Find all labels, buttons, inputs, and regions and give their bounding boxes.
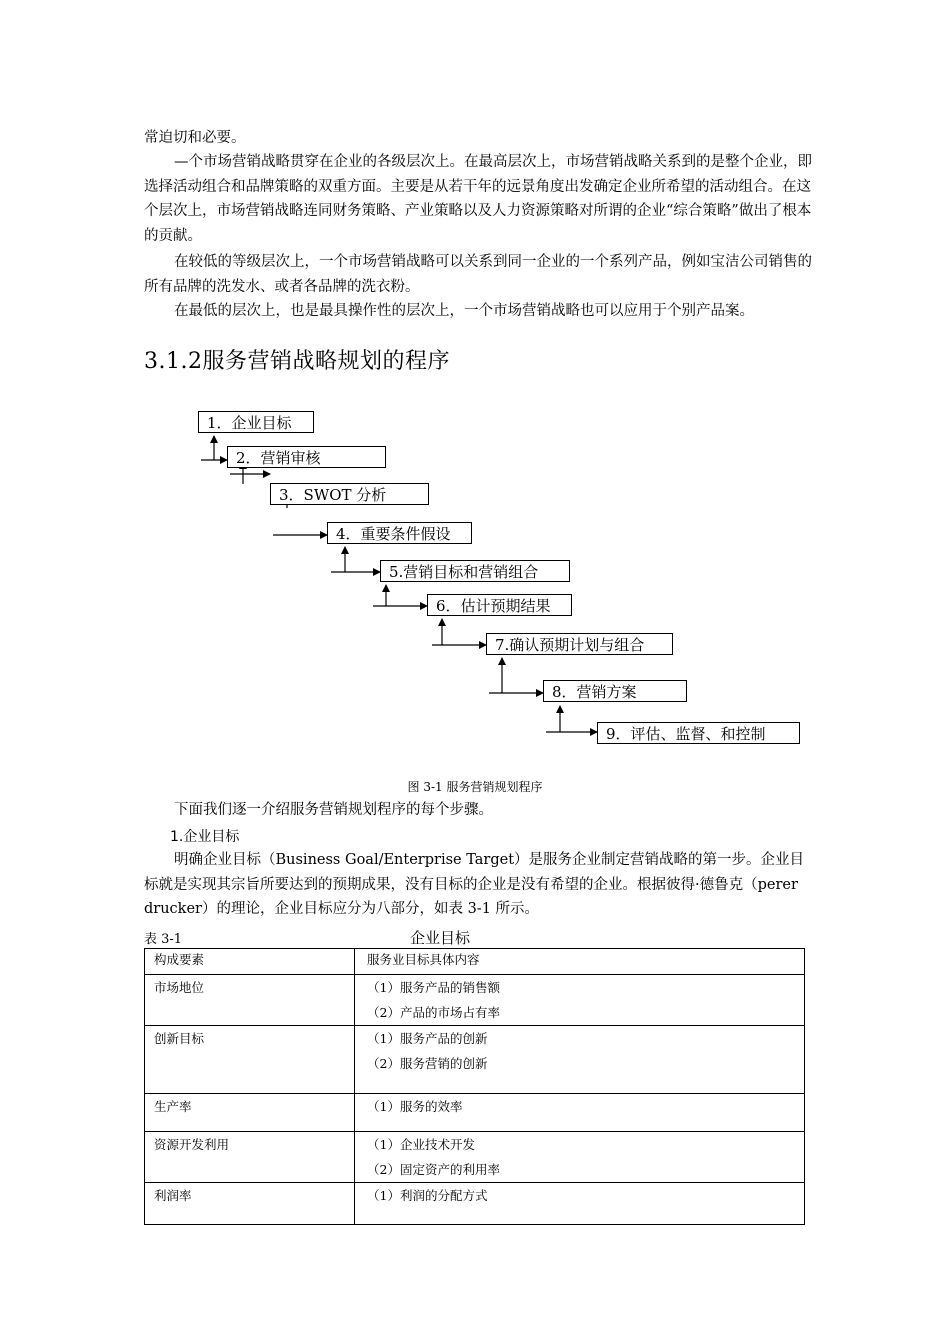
table-item: （2）固定资产的利用率 — [367, 1162, 500, 1177]
flow-step-2: 2．营销审核 — [227, 446, 386, 468]
intro-line: 下面我们逐一介绍服务营销规划程序的每个步骤。 — [174, 802, 493, 818]
flow-step-4: 4．重要条件假设 — [327, 522, 472, 544]
table-cell-name: 资源开发利用 — [145, 1132, 355, 1183]
paragraph-lowest-level: 在最低的层次上，也是最具操作性的层次上，一个市场营销战略也可以应用于个别产品案。 — [174, 303, 754, 319]
table-cell-items — [355, 1026, 805, 1094]
table-cell-items — [355, 1132, 805, 1183]
table-cell-items — [355, 975, 805, 1026]
table-cell-items — [355, 1094, 805, 1132]
table-cell-name: 市场地位 — [145, 975, 355, 1026]
paragraph-enterprise-goal: 明确企业目标（Business Goal/Enterprise Target）是服务企业制定营销战略的第一步。企业目标就是实现其宗旨所要达到的预期成果，没有目标的企业是没有希望的企业。根据彼得·德鲁克（perer drucker）的理论，企业目标应分为八部分，如表 3-1 所示。 — [144, 852, 805, 917]
table-title: 企业目标 — [410, 929, 471, 947]
table-cell-name: 创新目标 — [145, 1026, 355, 1094]
table-label: 表 3-1 — [144, 932, 183, 947]
flow-step-6: 6．估计预期结果 — [427, 594, 572, 616]
paragraph-lower-level: 在较低的等级层次上，一个市场营销战略可以关系到同一企业的一个系列产品，例如宝洁公司销售的所有品牌的洗发水、或者各品牌的洗衣粉。 — [144, 254, 812, 295]
flow-step-5: 5.营销目标和营销组合 — [380, 560, 570, 582]
figure-caption: 图 3-1 服务营销规划程序 — [407, 780, 543, 794]
flow-step-8: 8．营销方案 — [543, 680, 687, 702]
flow-step-3: 3．SWOT 分析 — [270, 483, 429, 505]
section-heading: 3.1.2服务营销战略规划的程序 — [144, 349, 450, 374]
table-row — [145, 1094, 805, 1132]
flow-step-7: 7.确认预期计划与组合 — [486, 633, 673, 655]
table-item: （1）服务产品的创新 — [367, 1031, 488, 1046]
table-item: （1）利润的分配方式 — [367, 1188, 488, 1203]
table-item: （1）服务的效率 — [367, 1099, 463, 1114]
flow-step-9: 9．评估、监督、和控制 — [597, 722, 800, 744]
table-row — [145, 975, 805, 1026]
subheading-enterprise-goal: 1.企业目标 — [170, 829, 240, 845]
flow-step-1: 1．企业目标 — [198, 411, 314, 433]
table-cell-name: 利润率 — [145, 1183, 355, 1225]
table-row — [145, 1026, 805, 1094]
table-item: （1）服务产品的销售额 — [367, 980, 500, 995]
table-row — [145, 1132, 805, 1183]
paragraph-continuation: 常迫切和必要。 — [144, 130, 246, 146]
table-row — [145, 1183, 805, 1225]
table-item: （2）服务营销的创新 — [367, 1056, 488, 1071]
paragraph-strategy-levels: —个市场营销战略贯穿在企业的各级层次上。在最高层次上，市场营销战略关系到的是整个企业，即选择活动组合和品牌策略的双重方面。主要是从若干年的远景角度出发确定企业所希望的活动组合。在这个层次上，市场营销战略连同财务策略、产业策略以及人力资源策略对所谓的企业“综合策略”做出了根本的贡献。 — [144, 154, 812, 244]
table-header-cell: 服务业目标具体内容 — [355, 949, 805, 975]
table-header-row — [145, 949, 805, 975]
table-header-cell: 构成要素 — [145, 949, 355, 975]
enterprise-goal-table — [144, 948, 805, 1225]
table-cell-items — [355, 1183, 805, 1225]
table-item: （1）企业技术开发 — [367, 1137, 475, 1152]
table-item: （2）产品的市场占有率 — [367, 1005, 500, 1020]
table-cell-name: 生产率 — [145, 1094, 355, 1132]
